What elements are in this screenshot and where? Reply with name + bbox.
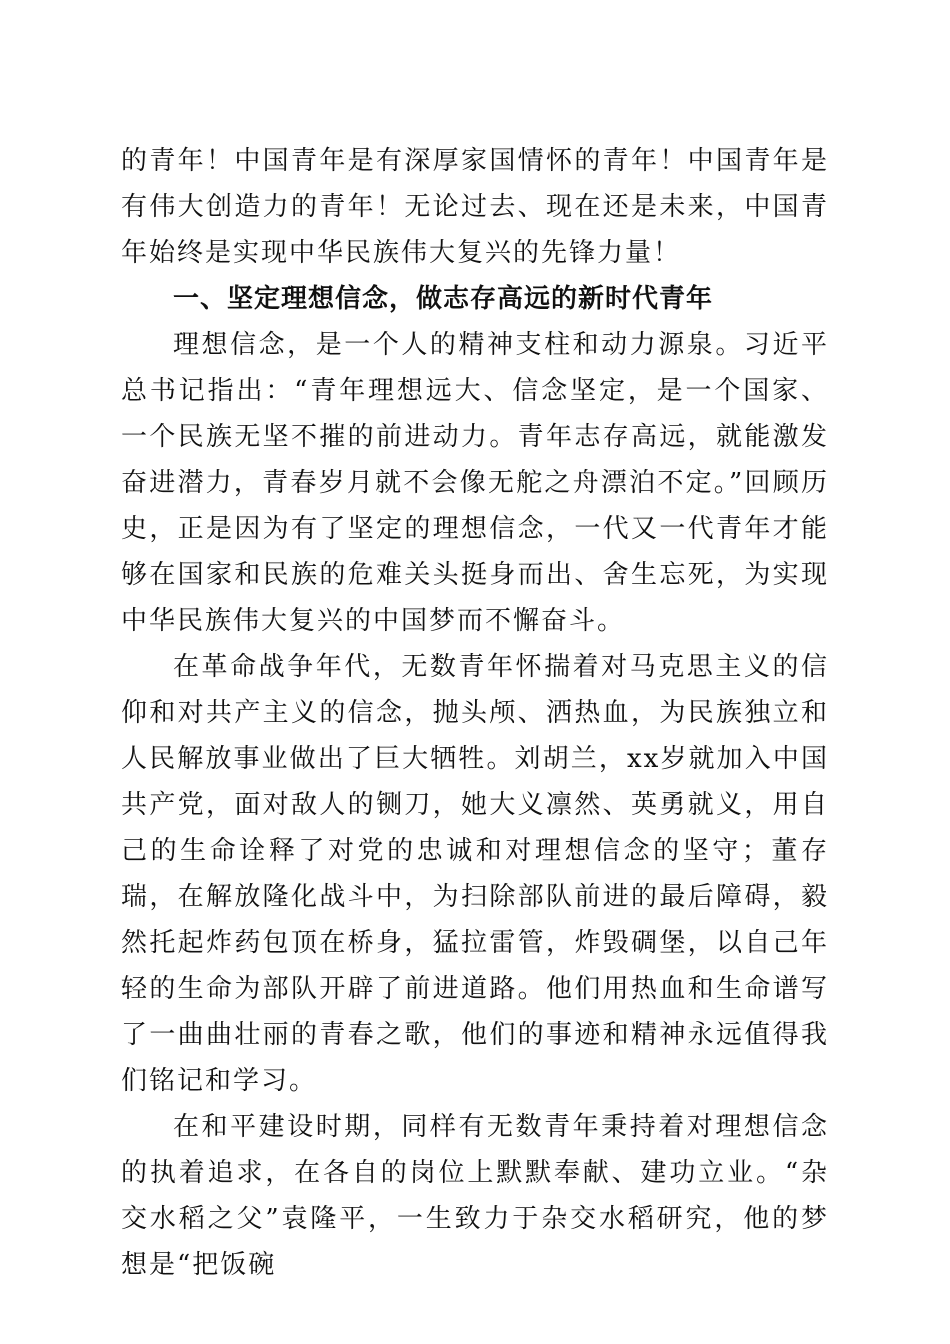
section-heading: 一、坚定理想信念，做志存高远的新时代青年: [173, 284, 714, 314]
paragraph-peaceful-construction: 在和平建设时期，同样有无数青年秉持着对理想信念的执着追求，在各自的岗位上默默奉献、建功立业。“杂交水稻之父”袁隆平，一生致力于杂交水稻研究，他的梦想是“把饭碗: [121, 1112, 829, 1280]
continuation-paragraph: 的青年！中国青年是有深厚家国情怀的青年！中国青年是有伟大创造力的青年！无论过去、现在还是未来，中国青年始终是实现中华民族伟大复兴的先锋力量！: [121, 146, 829, 268]
document-body: [121, 138, 829, 1288]
paragraph-revolutionary-era: 在革命战争年代，无数青年怀揣着对马克思主义的信仰和对共产主义的信念，抛头颅、洒热血，为民族独立和人民解放事业做出了巨大牺牲。刘胡兰，xx岁就加入中国共产党，面对敌人的铡刀，她大义凛然、英勇就义，用自己的生命诠释了对党的忠诚和对理想信念的坚守；董存瑞，在解放隆化战斗中，为扫除部队前进的最后障碍，毅然托起炸药包顶在桥身，猛拉雷管，炸毁碉堡，以自己年轻的生命为部队开辟了前进道路。他们用热血和生命谱写了一曲曲壮丽的青春之歌，他们的事迹和精神永远值得我们铭记和学习。: [121, 652, 829, 1096]
paragraph-ideals: 理想信念，是一个人的精神支柱和动力源泉。习近平总书记指出：“青年理想远大、信念坚定，是一个国家、一个民族无坚不摧的前进动力。青年志存高远，就能激发奋进潜力，青春岁月就不会像无舵之舟漂泊不定。”回顾历史，正是因为有了坚定的理想信念，一代又一代青年才能够在国家和民族的危难关头挺身而出、舍生忘死，为实现中华民族伟大复兴的中国梦而不懈奋斗。: [121, 330, 829, 636]
